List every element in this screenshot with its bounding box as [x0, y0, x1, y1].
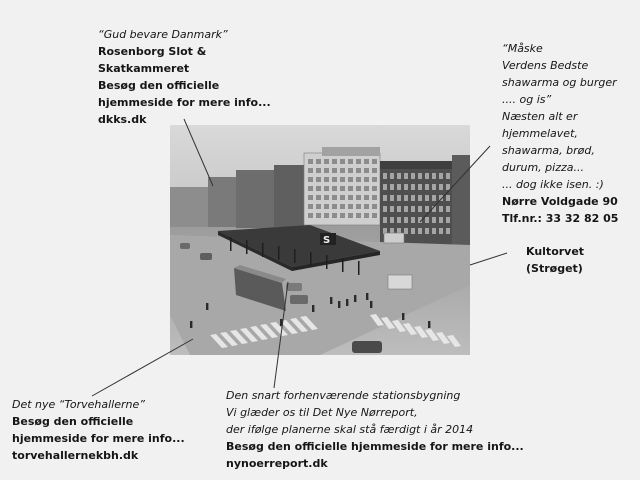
rosenborg-name-line1: Rosenborg Slot & [98, 45, 207, 58]
torvehallerne-visit-line1: Besøg den officielle [12, 415, 134, 428]
station-s-sign: S [323, 235, 331, 246]
rosenborg-name-line2: Skatkammeret [98, 62, 190, 75]
leader-torvehallerne [92, 339, 193, 396]
leader-rosenborg [184, 119, 213, 186]
kultorvet-name: Kultorvet [526, 245, 585, 258]
shawarma-quote-line1: “Måske [502, 42, 543, 55]
station-line3: der ifølge planerne skal stå færdigt i år 2014 [226, 423, 474, 436]
rosenborg-visit-line1: Besøg den officielle [98, 79, 220, 92]
station-url[interactable]: nynoerreport.dk [226, 457, 328, 470]
shawarma-desc-line4: durum, pizza... [502, 161, 584, 174]
station-line2: Vi glæder os til Det Nye Nørreport, [226, 406, 418, 419]
shawarma-quote-line4: .... og is” [502, 93, 552, 106]
shawarma-desc-line2: hjemmelavet, [502, 127, 578, 140]
shawarma-address: Nørre Voldgade 90 [502, 195, 618, 208]
kultorvet-sub: (Strøget) [526, 262, 583, 275]
rosenborg-visit-line2: hjemmeside for mere info... [98, 96, 271, 109]
torvehallerne-quote: Det nye “Torvehallerne” [12, 398, 145, 411]
shawarma-phone: Tlf.nr.: 33 32 82 05 [502, 212, 619, 225]
rosenborg-url[interactable]: dkks.dk [98, 113, 147, 126]
leader-station [274, 282, 288, 388]
leader-shawarma [420, 146, 490, 222]
rosenborg-quote: “Gud bevare Danmark” [98, 28, 228, 41]
station-visit: Besøg den officielle hjemmeside for mere info... [226, 440, 524, 453]
shawarma-quote-line3: shawarma og burger [502, 76, 617, 89]
leader-kultorvet [470, 253, 507, 265]
station-line1: Den snart forhenværende stationsbygning [226, 389, 461, 402]
shawarma-quote-line2: Verdens Bedste [502, 59, 589, 72]
shawarma-desc-line3: shawarma, brød, [502, 144, 595, 157]
shawarma-desc-line1: Næsten alt er [502, 110, 578, 123]
torvehallerne-visit-line2: hjemmeside for mere info... [12, 432, 185, 445]
torvehallerne-url[interactable]: torvehallernekbh.dk [12, 449, 139, 462]
shawarma-desc-line5: ... dog ikke isen. :) [502, 178, 604, 191]
